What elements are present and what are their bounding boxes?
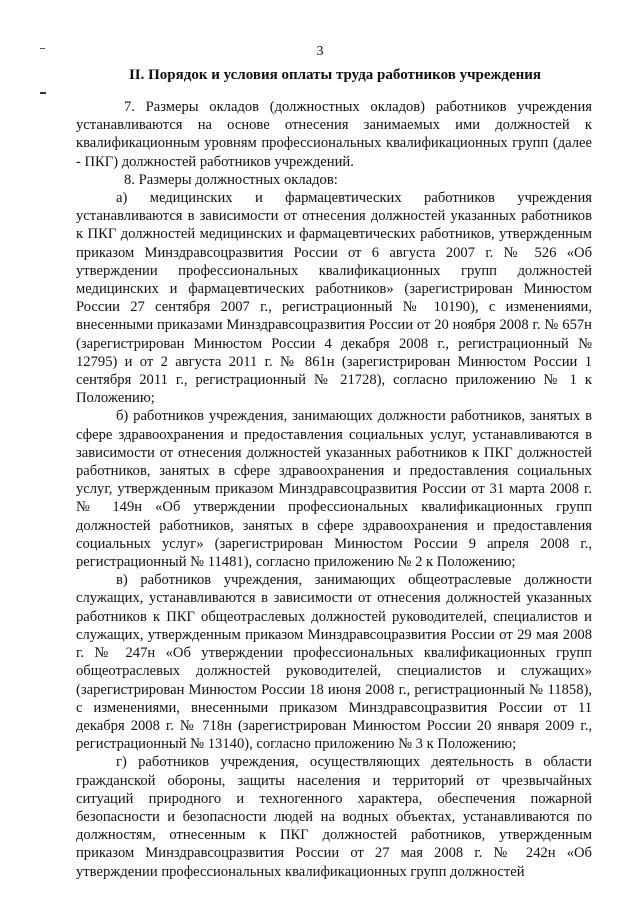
scan-margin-mark bbox=[40, 92, 46, 94]
paragraph-7: 7. Размеры окладов (должностных окладов) работников учреждения устанавливаются на основе отнесения занимаемых ими должностей к квалификационным уровням профессиональных квалификационных групп (далее - ПКГ) должностей работников учреждений. bbox=[76, 99, 592, 170]
paragraph-8-heading: 8. Размеры должностных окладов: bbox=[124, 171, 338, 188]
paragraph-8b: б) работников учреждения, занимающих должности работников, занятых в сфере здравоохранения и предоставления социальных услуг, устанавливаются в зависимости от отнесения должностей указанных работников к ПКГ должностей работников, занятых в сфере здравоохранения и предоставления социальных услуг, утвержденным приказом Минздравсоцразвития России от 31 марта 2008 г. № 149н «Об утверждении профессиональных квалификационных групп должностей работников, занятых в сфере здравоохранения и предоставления социальных услуг» (зарегистрирован Минюстом России 9 апреля 2008 г., регистрационный № 11481), согласно приложению № 2 к Положению; bbox=[76, 408, 592, 571]
paragraph-8a: а) медицинских и фармацевтических работников учреждения устанавливаются в зависимости от отнесения должностей указанных работников к ПКГ должностей медицинских и фармацевтических работников, утвержденным приказом Минздравсоцразвития России от 6 августа 2007 г. № 526 «Об утверждении профессиональных квалификационных групп должностей медицинских и фармацевтических работников» (зарегистрирован Минюстом России 27 сентября 2007 г., регистрационный № 10190), с изменениями, внесенными приказами Минздравсоцразвития России от 20 ноября 2008 г. № 657н (зарегистрирован Минюстом России 4 декабря 2008 г., регистрационный № 12795) и от 2 августа 2011 г. № 861н (зарегистрирован Минюстом России 1 сентября 2011 г., регистрационный № 21728), согласно приложению № 1 к Положению; bbox=[76, 190, 592, 407]
page-number: 3 bbox=[316, 44, 324, 59]
paragraph-8v: в) работников учреждения, занимающих общеотраслевые должности служащих, устанавливаются в зависимости от отнесения должностей указанных работников к ПКГ общеотраслевых должностей руководителей, специалистов и служащих, утвержденным приказом Минздравсоцразвития России от 29 мая 2008 г. № 247н «Об утверждении профессиональных квалификационных групп общеотраслевых должностей руководителей, специалистов и служащих» (зарегистрирован Минюстом России 18 июня 2008 г., регистрационный № 11858), с изменениями, внесенными приказом Минздравсоцразвития России от 11 декабря 2008 г. № 718н (зарегистрирован Минюстом России 20 января 2009 г., регистрационный № 13140), согласно приложению № 3 к Положению; bbox=[76, 572, 592, 753]
document-body bbox=[76, 98, 592, 881]
paragraph-8g: г) работников учреждения, осуществляющих деятельность в области гражданской обороны, защиты населения и территорий от чрезвычайных ситуаций природного и техногенного характера, обеспечения пожарной безопасности и безопасности людей на водных объектах, устанавливаются по должностям, отнесенным к ПКГ должностей работников, утвержденным приказом Минздравсоцразвития России от 27 мая 2008 г. № 242н «Об утверждении профессиональных квалификационных групп должностей bbox=[76, 754, 592, 880]
section-title: II. Порядок и условия оплаты труда работников учреждения bbox=[128, 67, 542, 83]
